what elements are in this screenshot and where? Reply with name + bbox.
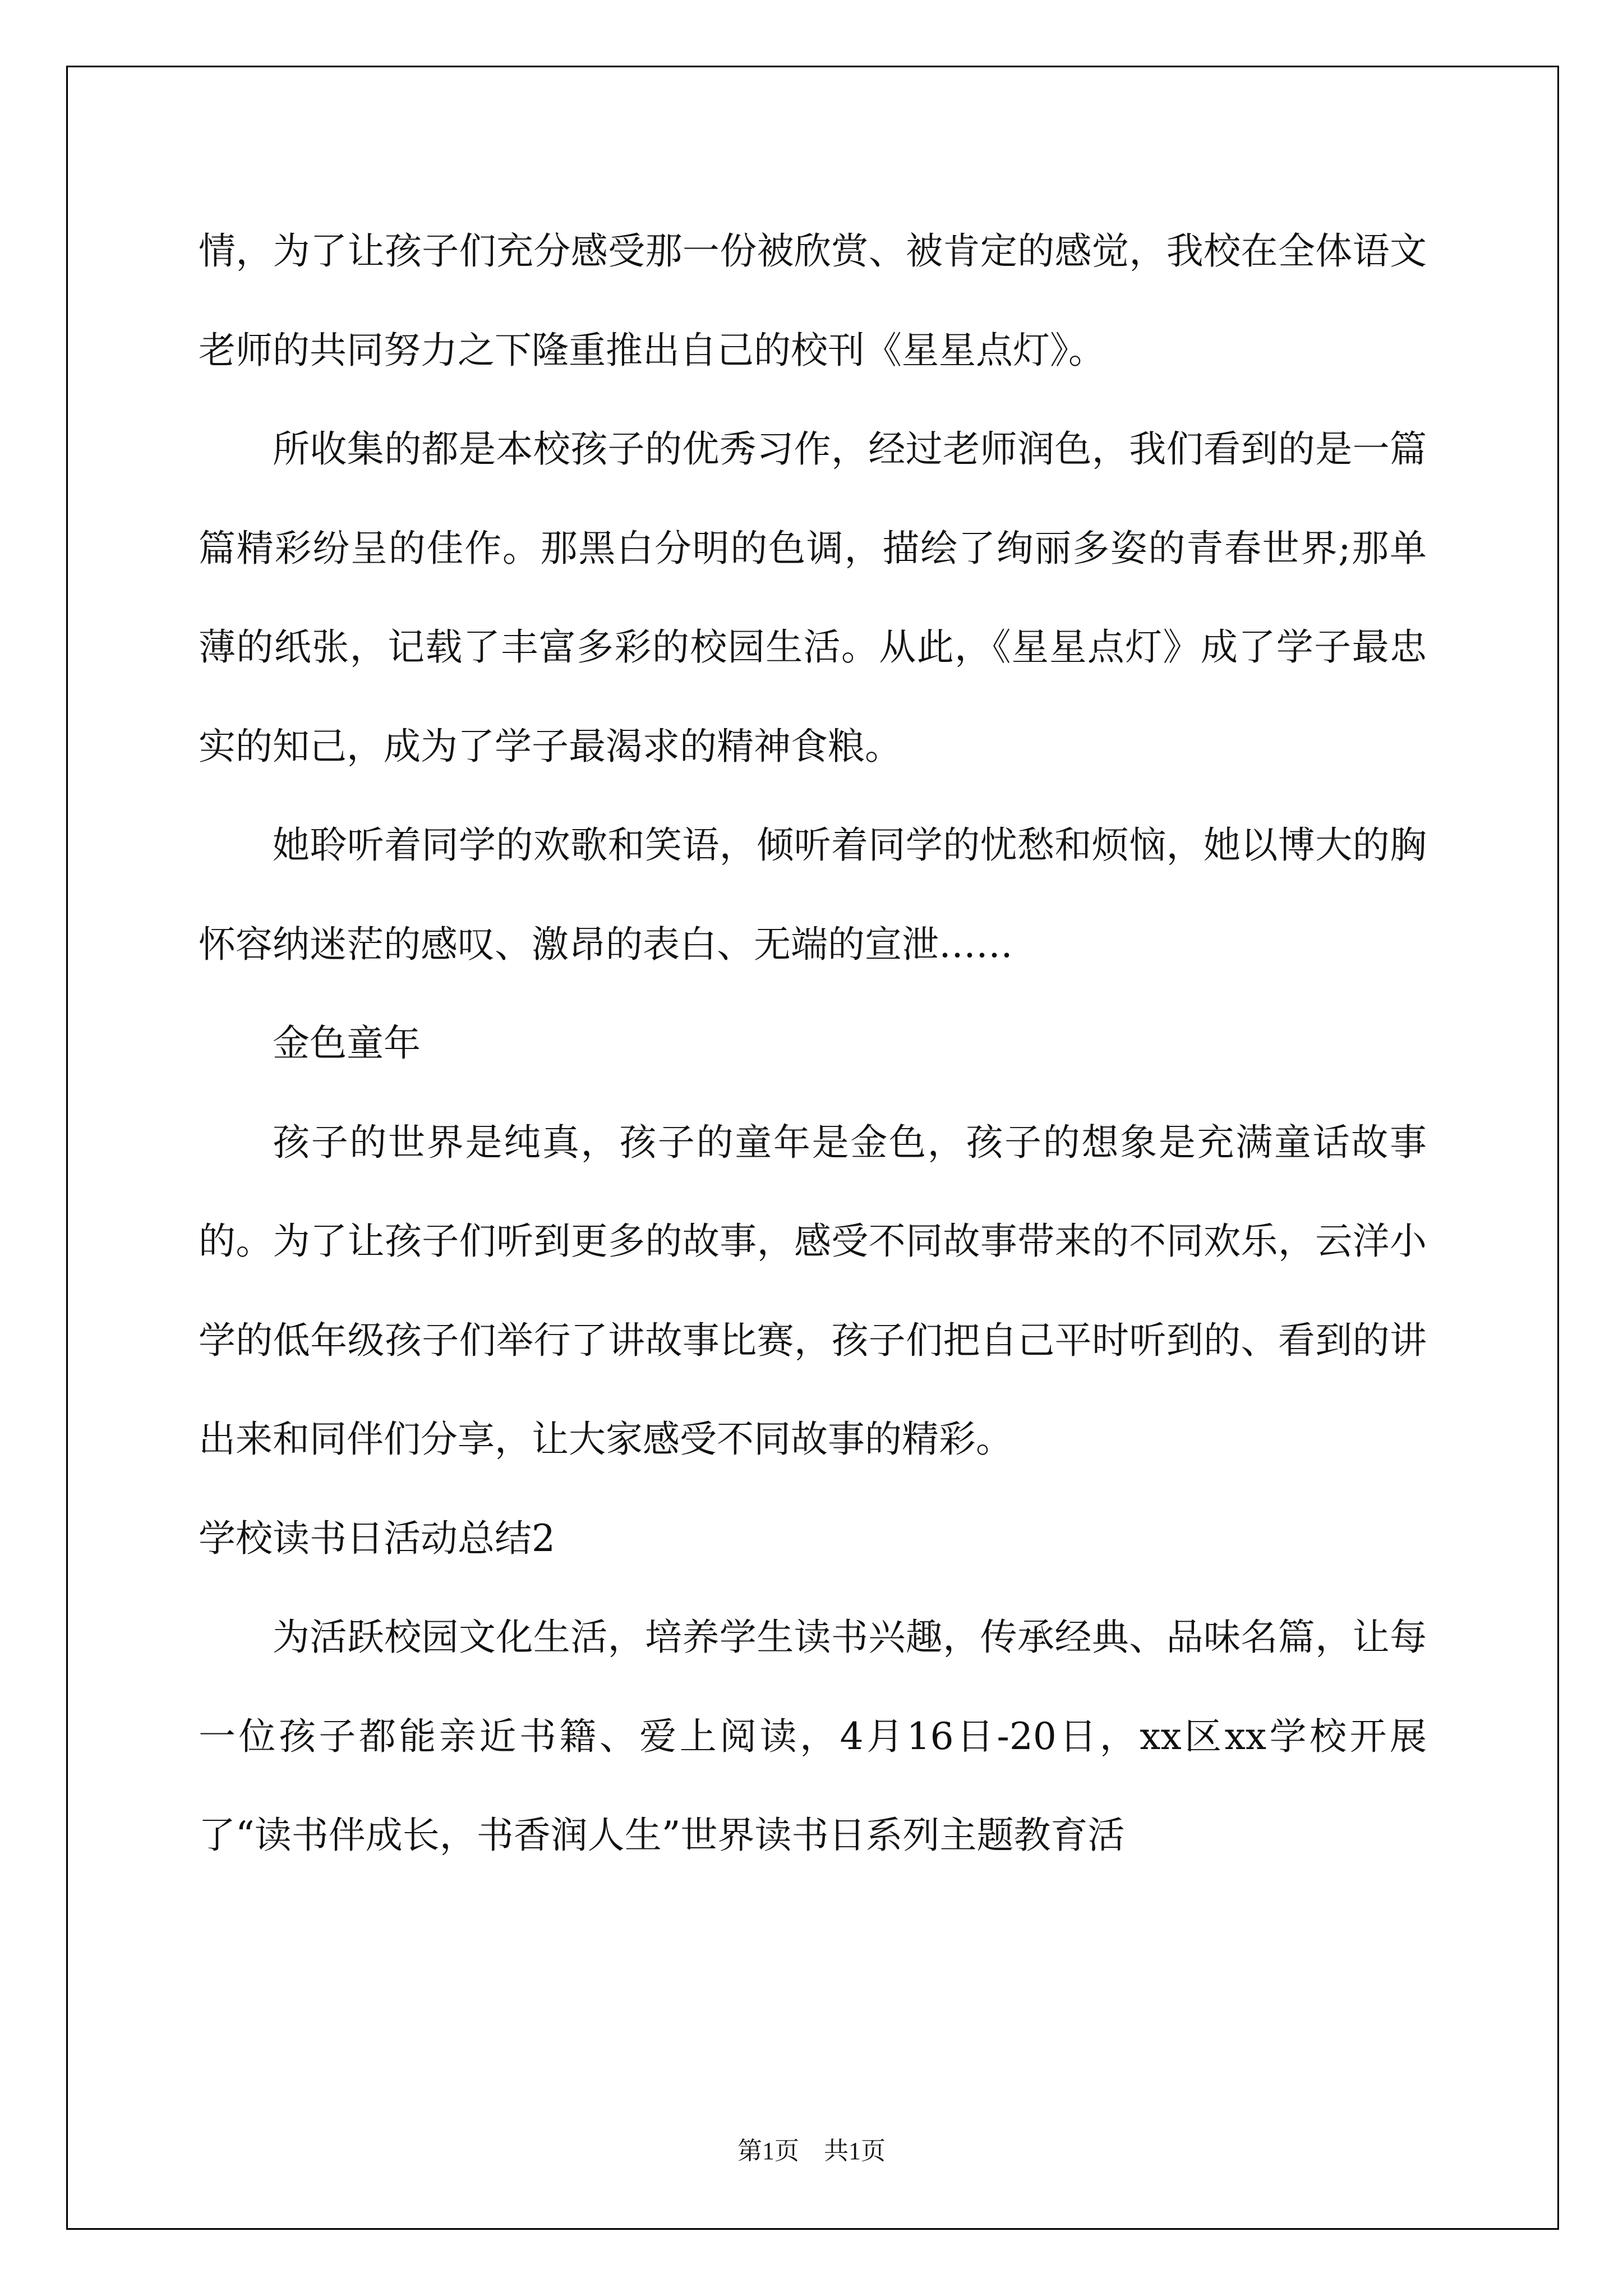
page-number: 第1页 [737,2137,799,2165]
section-heading-golden-childhood: 金色童年 [273,1022,421,1065]
document-body [199,202,1427,1885]
paragraph-1: 情，为了让孩子们充分感受那一份被欣赏、被肯定的感觉，我校在全体语文老师的共同努力之下隆重推出自己的校刊《星星点灯》。 [199,229,1427,372]
paragraph-4: 孩子的世界是纯真，孩子的童年是金色，孩子的想象是充满童话故事的。为了让孩子们听到更多的故事，感受不同故事带来的不同欢乐，云洋小学的低年级孩子们举行了讲故事比赛，孩子们把自己平时听到的、看到的讲出来和同伴们分享，让大家感受不同故事的精彩。 [199,1120,1427,1461]
paragraph-2: 所收集的都是本校孩子的优秀习作，经过老师润色，我们看到的是一篇篇精彩纷呈的佳作。那黑白分明的色调，描绘了绚丽多姿的青春世界;那单薄的纸张，记载了丰富多彩的校园生活。从此，《星星点灯》成了学子最忠实的知己，成为了学子最渴求的精神食粮。 [199,427,1427,768]
paragraph-3: 她聆听着同学的欢歌和笑语，倾听着同学的忧愁和烦恼，她以博大的胸怀容纳迷茫的感叹、激昂的表白、无端的宣泄…… [199,823,1427,966]
page-footer [0,2131,1623,2166]
paragraph-5: 为活跃校园文化生活，培养学生读书兴趣，传承经典、品味名篇，让每一位孩子都能亲近书籍、爱上阅读，4月16日-20日，xx区xx学校开展了“读书伴成长，书香润人生”世界读书日系列主题教育活 [199,1616,1427,1857]
page-total: 共1页 [824,2137,886,2165]
section-title-summary-2: 学校读书日活动总结2 [199,1516,555,1560]
